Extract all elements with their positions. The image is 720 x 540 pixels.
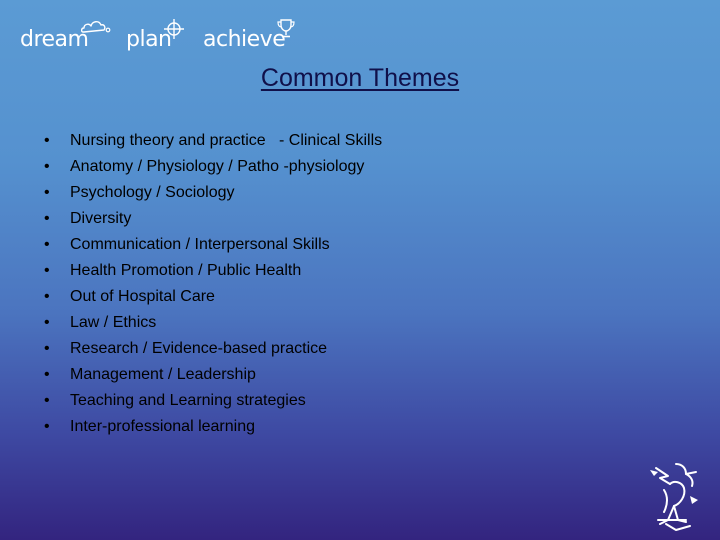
bullet-text: Teaching and Learning strategies [70, 392, 306, 409]
trophy-icon [277, 19, 295, 44]
bullet-text: Nursing theory and practice - Clinical Skills [70, 132, 383, 149]
bullet-marker: • [44, 132, 50, 149]
bullet-marker: • [44, 366, 50, 383]
bullet-marker: • [44, 340, 50, 357]
bullet-item [44, 312, 382, 338]
bullet-text: Management / Leadership [70, 366, 256, 383]
bullet-item [44, 338, 382, 364]
bullet-text: Out of Hospital Care [70, 288, 215, 305]
bullet-text: Anatomy / Physiology / Patho -physiology [70, 158, 365, 175]
bullet-marker: • [44, 236, 50, 253]
bullet-text: Law / Ethics [70, 314, 157, 331]
bullet-item [44, 286, 382, 312]
bullet-item [44, 156, 382, 182]
bullet-item [44, 208, 382, 234]
bullet-item [44, 234, 382, 260]
bullet-item [44, 416, 382, 442]
bullet-item [44, 364, 382, 390]
brand-logo [20, 18, 300, 58]
brand-word-plan: plan [126, 27, 172, 52]
bullet-marker: • [44, 158, 50, 175]
brand-word-achieve: achieve [203, 27, 286, 52]
bullet-marker: • [44, 288, 50, 305]
bullet-marker: • [44, 418, 50, 435]
bullet-marker: • [44, 262, 50, 279]
bullet-item [44, 130, 382, 156]
cloud-icon [81, 18, 111, 41]
bullet-text: Research / Evidence-based practice [70, 340, 328, 357]
compass-icon [164, 19, 184, 44]
brand-word-dream: dream [20, 27, 89, 52]
bullet-marker: • [44, 314, 50, 331]
bullet-list [44, 130, 382, 442]
bullet-marker: • [44, 392, 50, 409]
bullet-item [44, 260, 382, 286]
slide-title: Common Themes [260, 64, 460, 92]
bullet-text: Health Promotion / Public Health [70, 262, 302, 279]
bullet-text: Diversity [70, 210, 132, 227]
bullet-text: Psychology / Sociology [70, 184, 235, 201]
liver-bird-crest-icon [646, 460, 702, 537]
bullet-marker: • [44, 184, 50, 201]
bullet-item [44, 182, 382, 208]
bullet-text: Communication / Interpersonal Skills [70, 236, 330, 253]
bullet-text: Inter-professional learning [70, 418, 255, 435]
bullet-item [44, 390, 382, 416]
bullet-marker: • [44, 210, 50, 227]
